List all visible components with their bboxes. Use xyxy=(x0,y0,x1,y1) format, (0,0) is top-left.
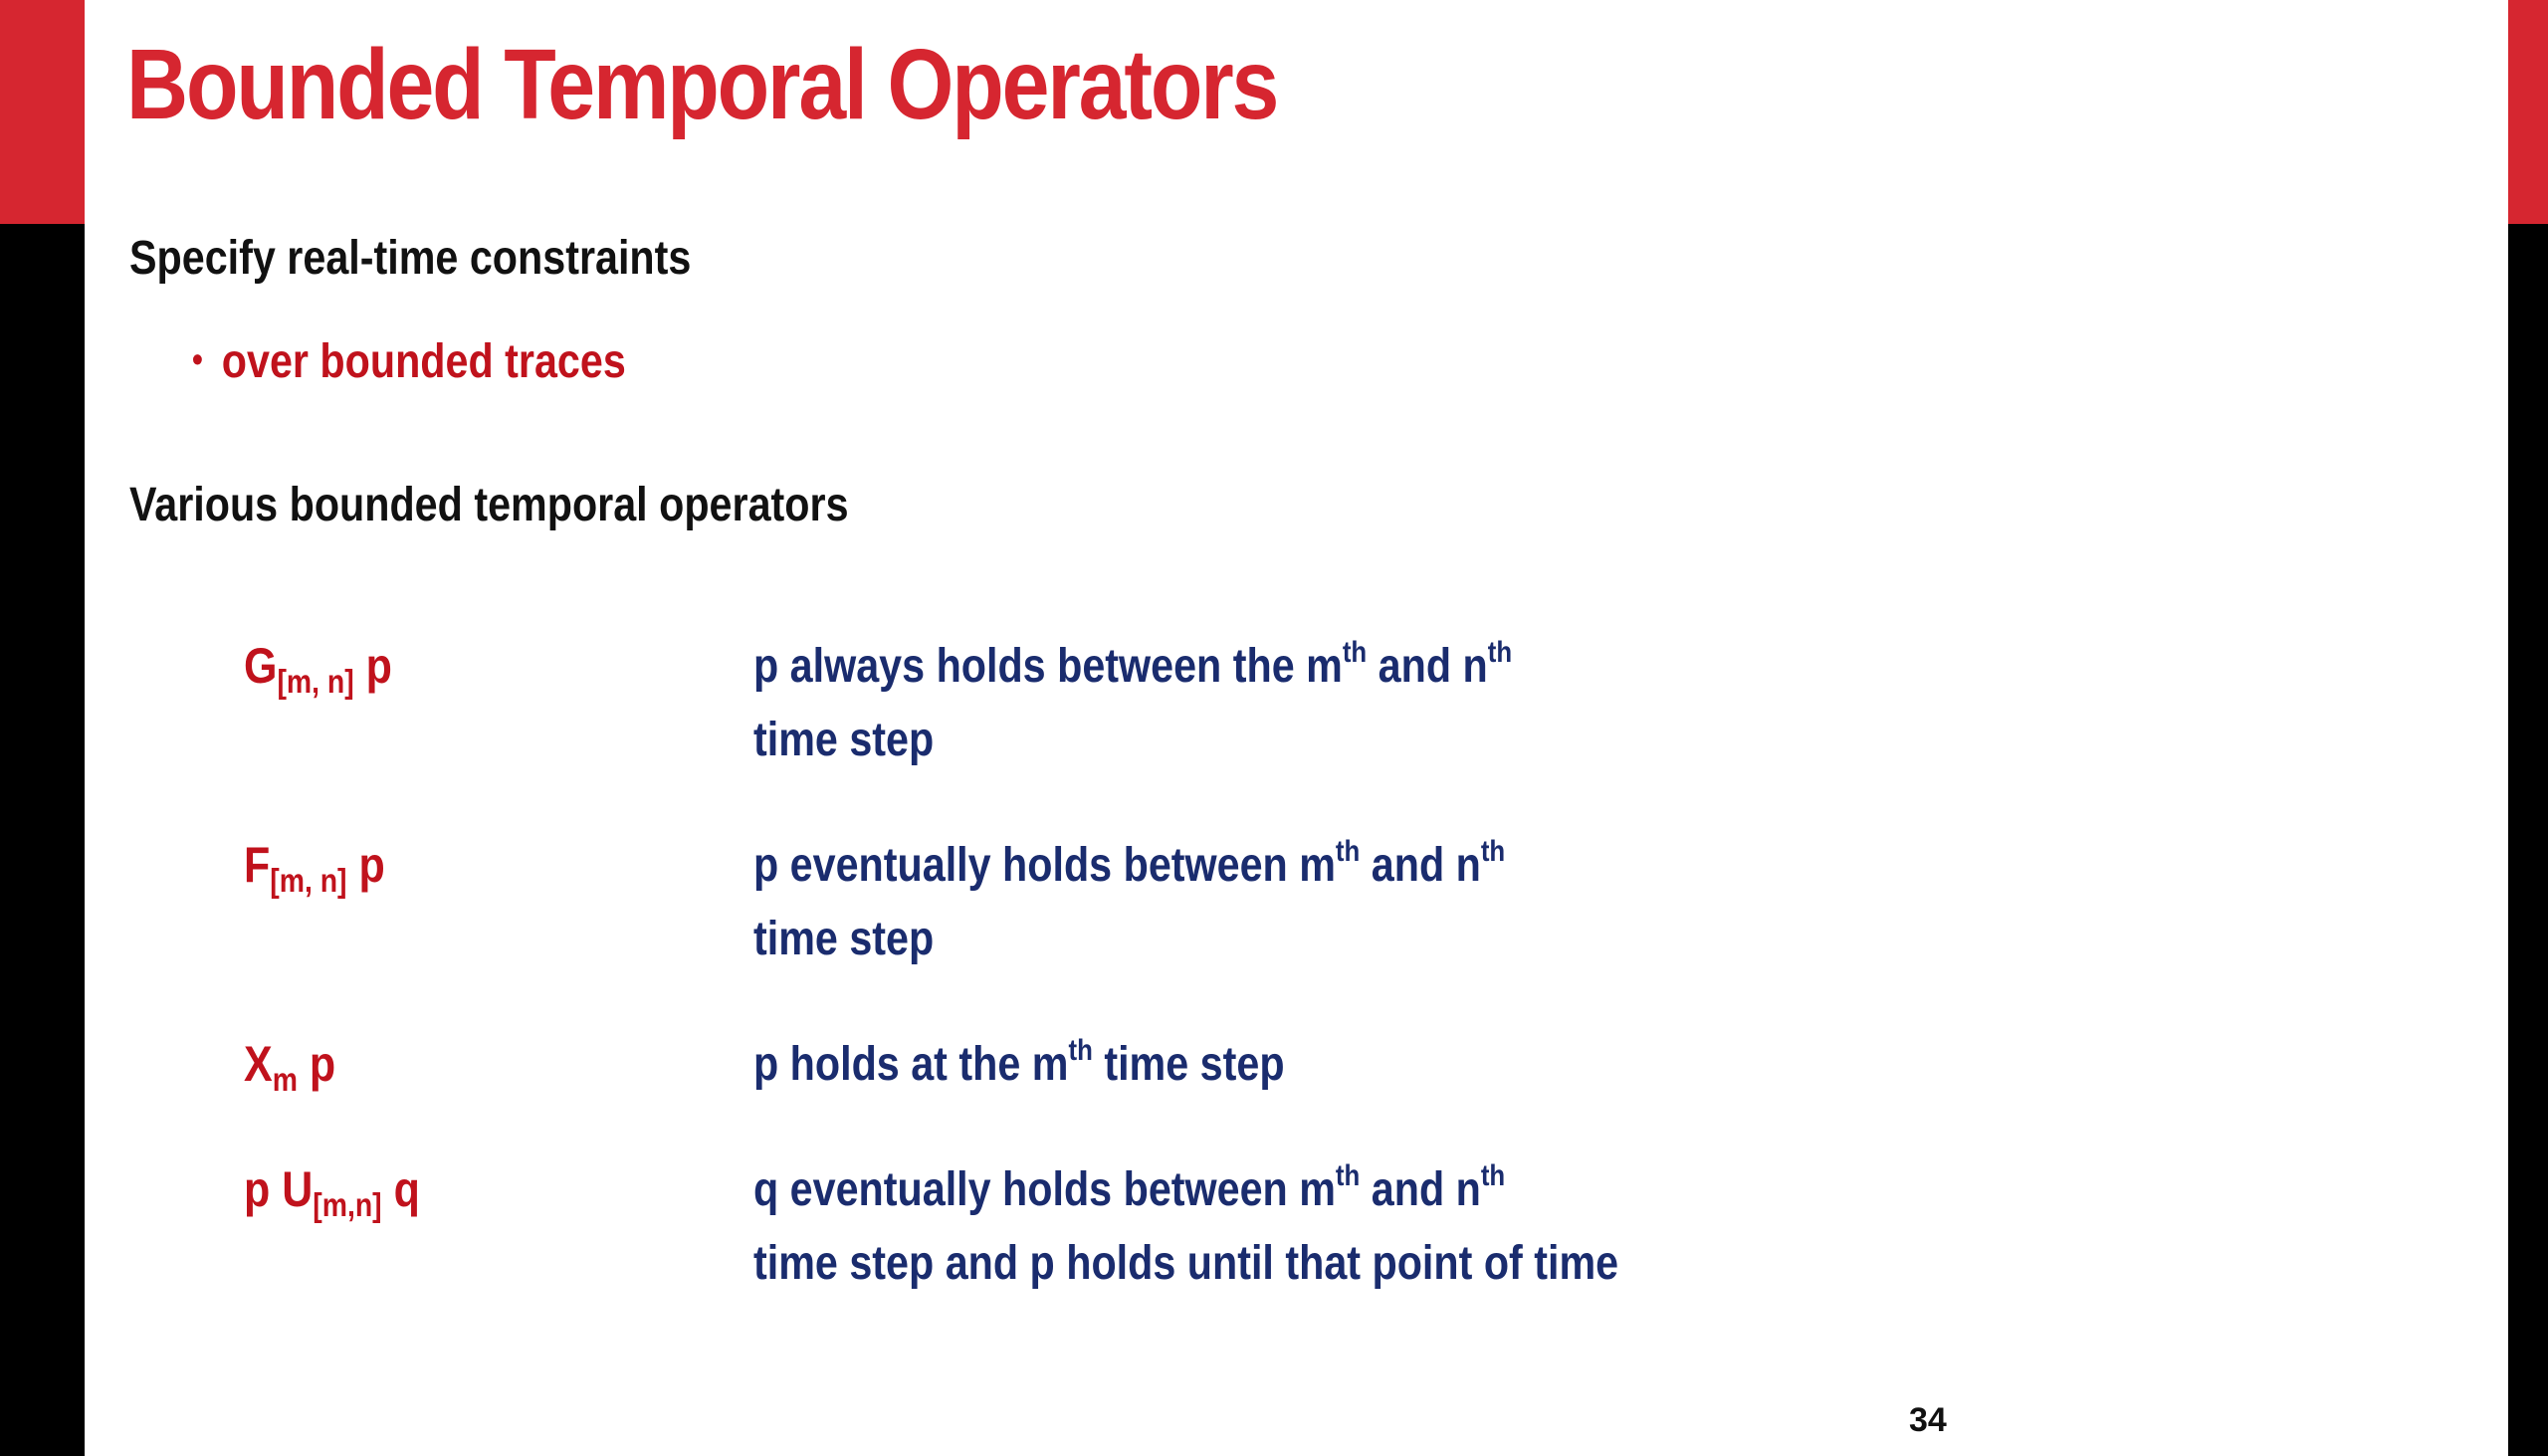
slide-title: Bounded Temporal Operators xyxy=(126,29,1278,140)
operator-symbol: X xyxy=(244,1036,273,1092)
description-next: p holds at the $m^{th}$ time step xyxy=(753,1034,1285,1091)
description-globally: p always holds between the $m^{th}$ and $n^{th}$ time step xyxy=(753,636,1513,766)
heading-operators: Various bounded temporal operators xyxy=(129,479,849,531)
bullet-item xyxy=(192,334,626,389)
operator-operand: p xyxy=(346,837,385,893)
right-accent-bar xyxy=(2508,0,2548,224)
right-black-bar xyxy=(2508,224,2548,1456)
operator-until xyxy=(244,1160,420,1224)
left-black-bar xyxy=(0,224,85,1456)
operator-bound: [m, n] xyxy=(270,862,347,899)
operator-next xyxy=(244,1035,335,1099)
page-number: 34 xyxy=(1909,1401,1947,1439)
left-accent-bar xyxy=(0,0,85,224)
operator-finally xyxy=(244,836,385,900)
operator-bound: m xyxy=(272,1061,298,1098)
operator-operand: p xyxy=(297,1036,336,1092)
bullet-text: over bounded traces xyxy=(221,335,626,388)
operator-operand: p xyxy=(353,638,392,694)
operator-bound: [m,n] xyxy=(313,1186,382,1223)
operator-symbol: F xyxy=(244,837,271,893)
description-until: q eventually holds between $m^{th}$ and $n^{th}$ time step and p holds until that point of time xyxy=(753,1159,1619,1290)
heading-real-time-constraints: Specify real-time constraints xyxy=(129,232,692,285)
operator-operand: q xyxy=(381,1161,420,1217)
operator-globally xyxy=(244,637,392,701)
operator-bound: [m, n] xyxy=(277,663,354,700)
operator-symbol: G xyxy=(244,638,278,694)
bullet-dot: • xyxy=(192,338,203,379)
operator-symbol: p U xyxy=(244,1161,314,1217)
description-finally: p eventually holds between $m^{th}$ and $n^{th}$ time step xyxy=(753,835,1506,965)
slide xyxy=(85,0,2508,1456)
